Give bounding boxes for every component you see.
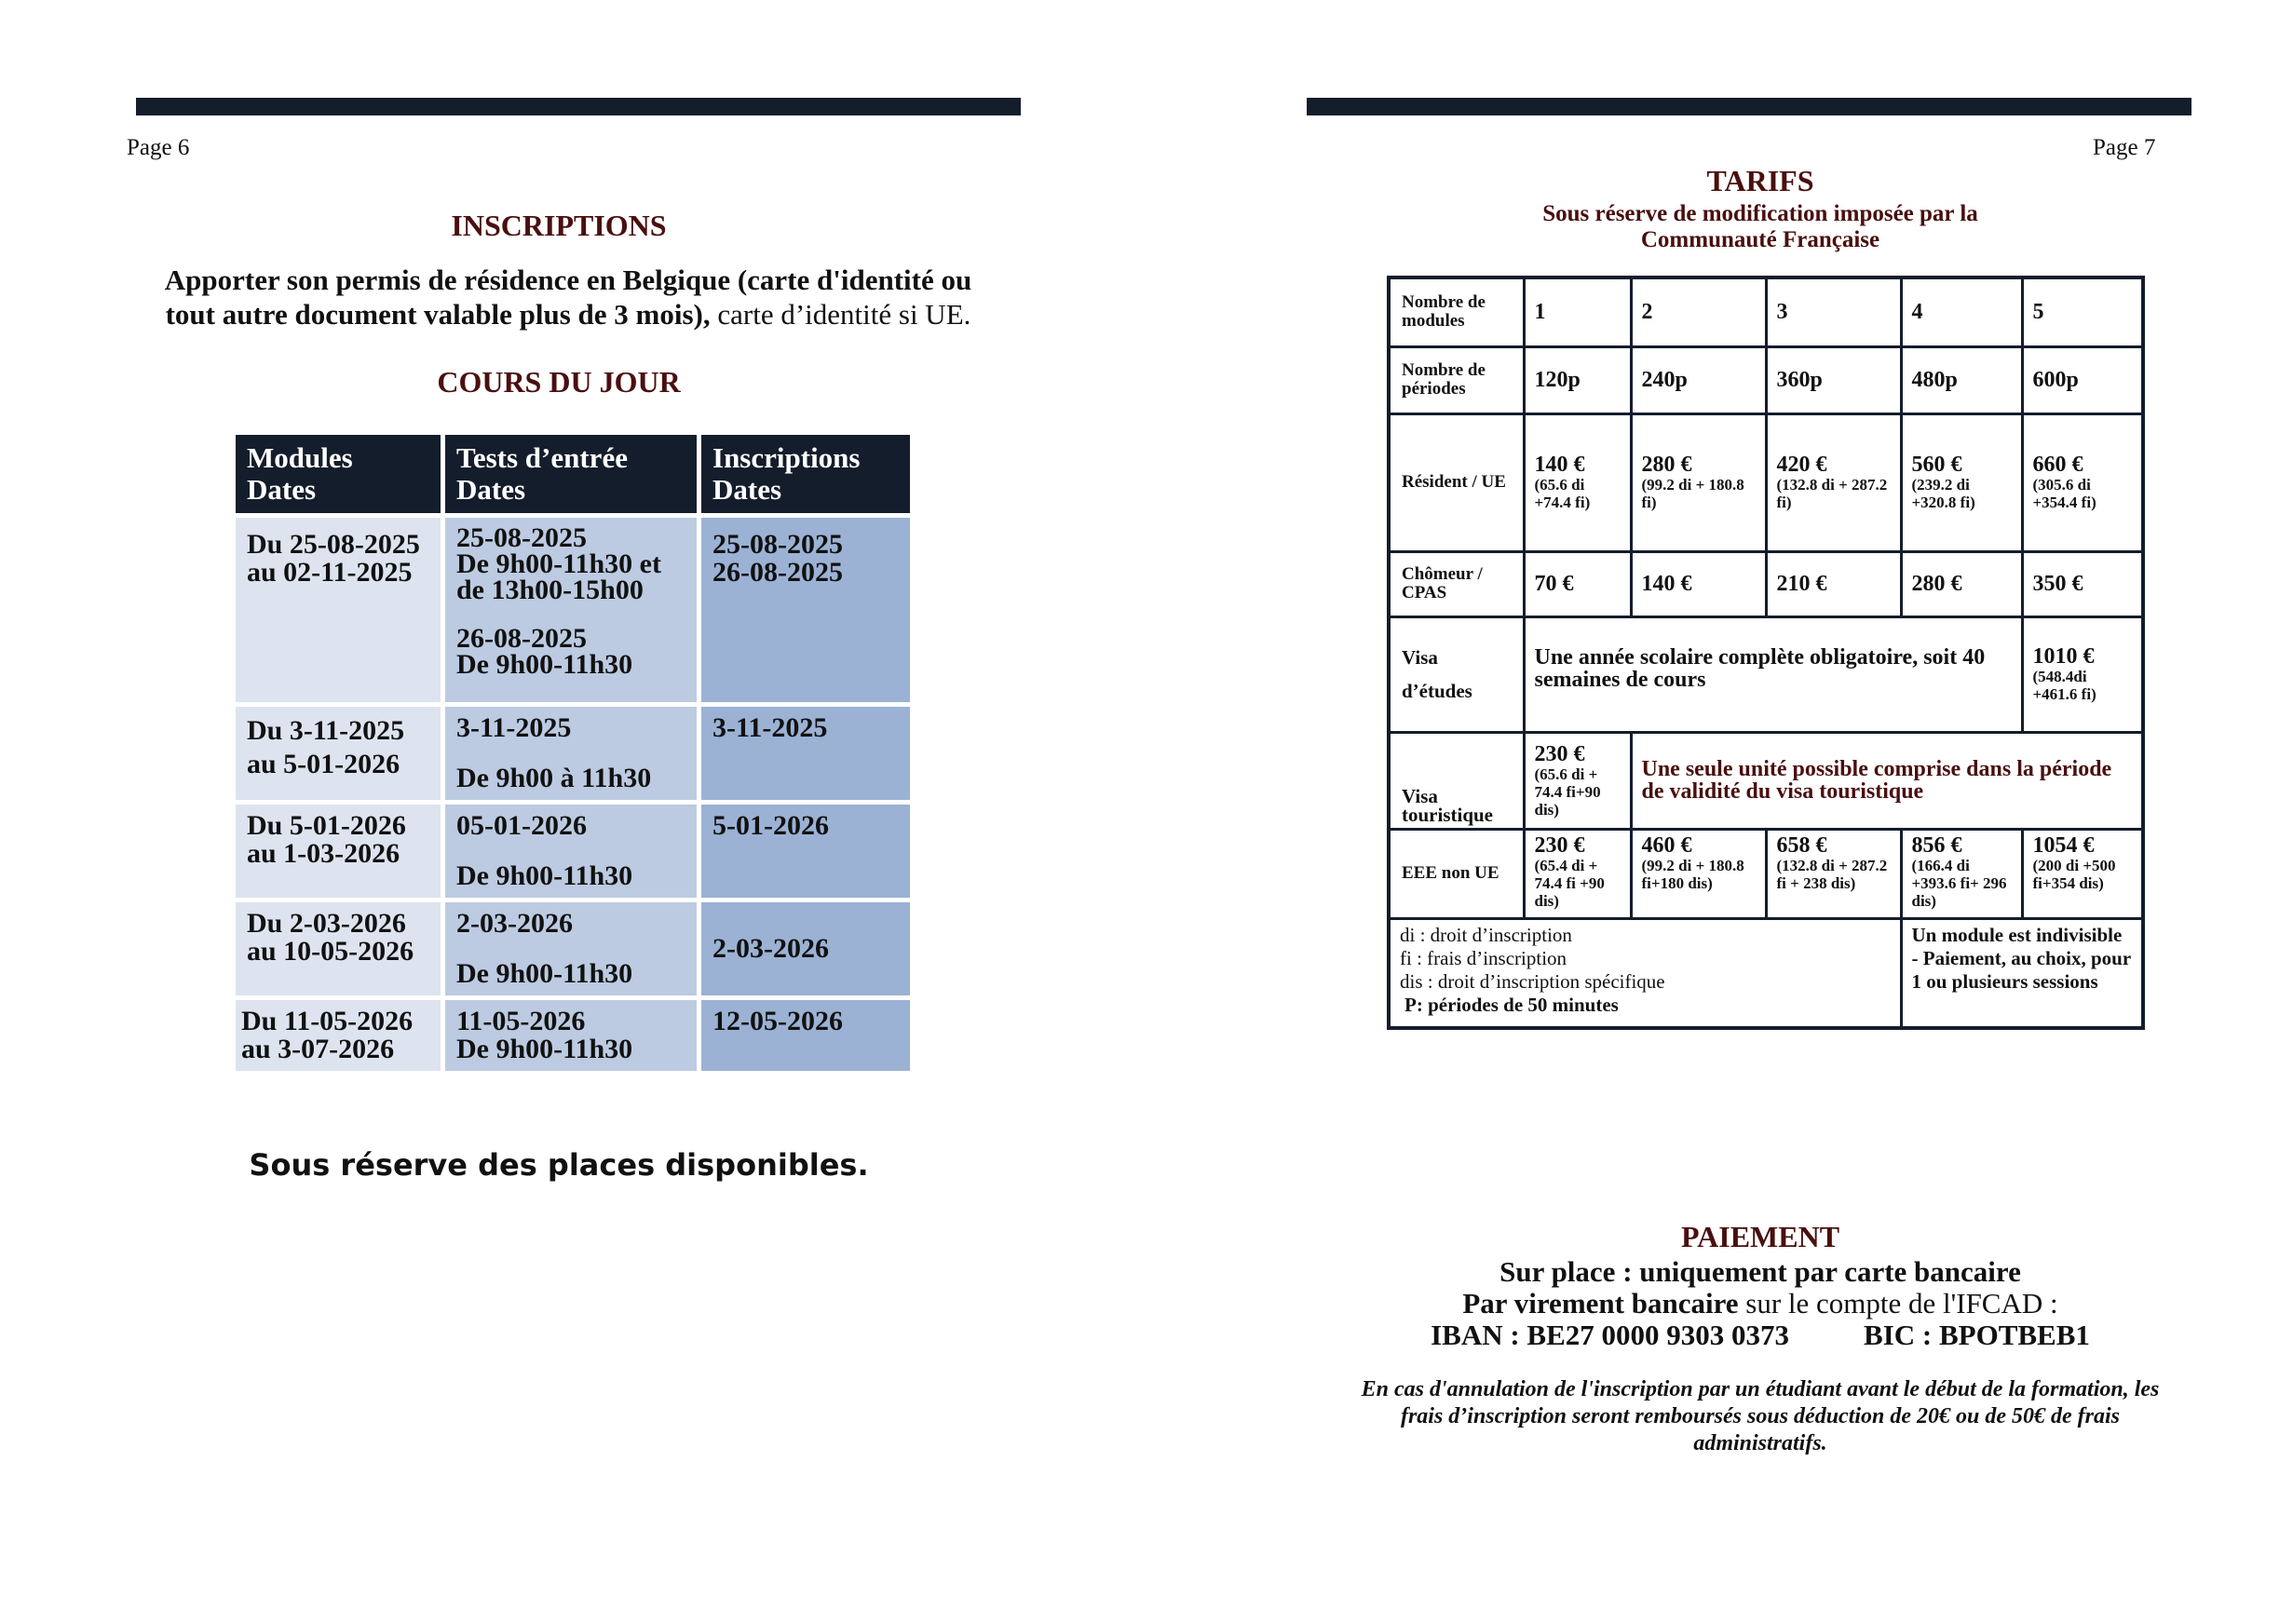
row4-insc-date: 2-03-2026 (712, 933, 829, 964)
resident-5-price: 660 € (2032, 453, 2083, 477)
tarifs-subtitle (1434, 201, 2086, 253)
tarifs-subtitle-line1: Sous réserve de modification imposée par la (1542, 201, 1978, 226)
visa-tour-price-cell (1524, 732, 1631, 829)
bic: BIC : BPOTBEB1 (1864, 1319, 2090, 1351)
inscriptions-text-plain: carte d’identité si UE. (717, 298, 971, 331)
inscriptions-title: INSCRIPTIONS (451, 209, 667, 242)
resident-5-detail: (305.6 di +354.4 fi) (2032, 476, 2096, 511)
row5-modules (236, 1000, 441, 1071)
eee-2 (1631, 829, 1766, 918)
row1-tests-date2: 26-08-2025 (456, 623, 587, 654)
tarifs-title: TARIFS (1706, 164, 1814, 197)
header-tests-line1: Tests d’entrée (456, 441, 628, 474)
eee-1 (1524, 829, 1631, 918)
row1-insc-date2: 26-08-2025 (712, 557, 843, 588)
row1-modules-from: Du 25-08-2025 (247, 529, 420, 560)
row4-tests-time: De 9h00-11h30 (456, 958, 633, 989)
row2-modules-from: Du 3-11-2025 (247, 715, 405, 746)
visa-etudes-label (1389, 616, 1524, 732)
resident-3-detail: (132.8 di + 287.2 fi) (1776, 476, 1888, 511)
table-row (236, 1000, 910, 1071)
paiement-bank-details (1341, 1319, 2179, 1352)
periodes-3: 360p (1766, 346, 1901, 413)
tarif-row-visa-touristique (1389, 732, 2143, 829)
row1-insc-date1: 25-08-2025 (712, 529, 843, 560)
row1-tests-time1b: de 13h00-15h00 (456, 575, 644, 605)
resident-2 (1631, 413, 1766, 551)
inscriptions-text-bold: Apporter son permis de résidence en Belgique (carte d'identité ou tout autre document valable plus de 3 mois), (164, 264, 972, 331)
row5-modules-from: Du 11-05-2026 (241, 1006, 414, 1036)
table-row (236, 805, 910, 898)
row4-inscriptions (701, 902, 910, 995)
row5-insc-date: 12-05-2026 (712, 1006, 843, 1036)
chomeur-5: 350 € (2022, 551, 2143, 616)
row4-tests-date: 2-03-2026 (456, 908, 573, 939)
chomeur-3: 210 € (1766, 551, 1901, 616)
resident-3 (1766, 413, 1901, 551)
modules-1: 1 (1524, 277, 1631, 346)
iban: IBAN : BE27 0000 9303 0373 (1431, 1319, 1790, 1351)
resident-2-detail: (99.2 di + 180.8 fi) (1641, 476, 1744, 511)
header-tests-line2: Dates (456, 473, 526, 506)
left-header-bar (136, 98, 1021, 115)
eee-4 (1901, 829, 2022, 918)
tarifs-table (1387, 276, 2145, 1030)
modules-3: 3 (1766, 277, 1901, 346)
eee-label: EEE non UE (1389, 829, 1524, 918)
eee-5-detail: (200 di +500 fi+354 dis) (2032, 856, 2116, 892)
header-modules-line1: Modules (247, 441, 353, 474)
schedule-table (231, 430, 915, 1076)
header-inscriptions (701, 435, 910, 513)
row3-modules (236, 805, 441, 898)
chomeur-label: Chômeur / CPAS (1389, 551, 1524, 616)
tarifs-subtitle-line2: Communauté Française (1640, 227, 1880, 252)
modules-label: Nombre de modules (1389, 277, 1524, 346)
legend-cell (1389, 918, 1901, 1028)
eee-2-price: 460 € (1641, 832, 1692, 858)
row5-tests-time: De 9h00-11h30 (456, 1034, 633, 1064)
row3-insc-date: 5-01-2026 (712, 810, 829, 841)
tarif-row-periodes (1389, 346, 2143, 413)
row3-modules-from: Du 5-01-2026 (247, 810, 406, 841)
legend-di: di : droit d’inscription (1400, 923, 1572, 946)
row3-modules-to: au 1-03-2026 (247, 838, 400, 869)
row2-tests-time: De 9h00 à 11h30 (456, 763, 652, 793)
eee-3-detail: (132.8 di + 287.2 fi + 238 dis) (1776, 856, 1888, 892)
paiement-line2-plain: sur le compte de l'IFCAD : (1738, 1287, 2058, 1320)
eee-5 (2022, 829, 2143, 918)
eee-3 (1766, 829, 1901, 918)
modules-2: 2 (1631, 277, 1766, 346)
row1-tests-time1a: De 9h00-11h30 et (456, 548, 661, 579)
annulation-text: En cas d'annulation de l'inscription par un étudiant avant le début de la formation, les frais d’inscription seront remboursés sous déduction de 20€ ou de 50€ de frais administratifs. (1361, 1377, 2160, 1455)
legend-fi: fi : frais d’inscription (1400, 946, 1567, 969)
visa-tour-detail: (65.6 di + 74.4 fi+90 dis) (1534, 765, 1601, 819)
eee-4-detail: (166.4 di +393.6 fi+ 296 dis) (1911, 856, 2007, 910)
chomeur-1: 70 € (1524, 551, 1631, 616)
schedule-header-row (236, 435, 910, 513)
visa-etudes-text: Une année scolaire complète obligatoire, soit 40 semaines de cours (1524, 616, 2022, 732)
paiement-title: PAIEMENT (1680, 1220, 1840, 1253)
legend-p: P: périodes de 50 minutes (1404, 993, 1619, 1016)
tarif-row-legend (1389, 918, 2143, 1028)
resident-1-price: 140 € (1534, 453, 1585, 477)
row4-tests (445, 902, 697, 995)
header-inscriptions-line1: Inscriptions (712, 441, 861, 474)
header-tests (445, 435, 697, 513)
periodes-2: 240p (1631, 346, 1766, 413)
header-modules (236, 435, 441, 513)
periodes-label: Nombre de périodes (1389, 346, 1524, 413)
periodes-5: 600p (2022, 346, 2143, 413)
row1-modules-to: au 02-11-2025 (247, 557, 413, 588)
row1-inscriptions (701, 518, 910, 702)
legend-dis: dis : droit d’inscription spécifique (1400, 969, 1665, 993)
periodes-4: 480p (1901, 346, 2022, 413)
row1-tests (445, 518, 697, 702)
eee-2-detail: (99.2 di + 180.8 fi+180 dis) (1641, 856, 1744, 892)
module-note: Un module est indivisible - Paiement, au choix, pour 1 ou plusieurs sessions (1901, 918, 2143, 1028)
row4-modules-to: au 10-05-2026 (247, 936, 414, 967)
row1-modules (236, 518, 441, 702)
eee-4-price: 856 € (1911, 832, 1962, 858)
chomeur-4: 280 € (1901, 551, 2022, 616)
visa-etudes-price: 1010 € (2032, 644, 2095, 669)
page-number-right: Page 7 (2093, 135, 2156, 160)
row2-modules (236, 707, 441, 800)
periodes-1: 120p (1524, 346, 1631, 413)
visa-tour-price: 230 € (1534, 741, 1585, 766)
cours-du-jour-title: COURS DU JOUR (437, 365, 681, 399)
row2-insc-date: 3-11-2025 (712, 712, 828, 743)
row5-modules-to: au 3-07-2026 (241, 1034, 395, 1064)
right-header-bar (1307, 98, 2191, 115)
visa-etudes-label-1: Visa (1402, 646, 1438, 669)
row2-modules-to: au 5-01-2026 (247, 749, 400, 779)
eee-3-price: 658 € (1776, 832, 1827, 858)
tarif-row-modules (1389, 277, 2143, 346)
resident-3-price: 420 € (1776, 453, 1827, 477)
row4-modules-from: Du 2-03-2026 (247, 908, 406, 939)
paiement-line2-bold: Par virement bancaire (1462, 1287, 1739, 1320)
reserve-text: Sous réserve des places disponibles. (249, 1147, 869, 1183)
row4-modules (236, 902, 441, 995)
tarif-row-resident (1389, 413, 2143, 551)
row2-tests-date: 3-11-2025 (456, 712, 572, 743)
row3-tests (445, 805, 697, 898)
chomeur-2: 140 € (1631, 551, 1766, 616)
resident-1 (1524, 413, 1631, 551)
page-number-left: Page 6 (127, 135, 190, 160)
tarif-row-eee (1389, 829, 2143, 918)
resident-4 (1901, 413, 2022, 551)
resident-label: Résident / UE (1389, 413, 1524, 551)
visa-etudes-label-2: d’études (1402, 680, 1472, 702)
inscriptions-text (158, 263, 978, 332)
paiement-line1: Sur place : uniquement par carte bancaire (1499, 1255, 2021, 1288)
header-modules-line2: Dates (247, 473, 317, 506)
tarif-row-chomeur (1389, 551, 2143, 616)
row5-tests (445, 1000, 697, 1071)
row1-tests-date1: 25-08-2025 (456, 522, 587, 553)
row3-inscriptions (701, 805, 910, 898)
paiement-line2 (1341, 1287, 2179, 1320)
resident-1-detail: (65.6 di +74.4 fi) (1534, 476, 1591, 511)
row2-tests (445, 707, 697, 800)
resident-5 (2022, 413, 2143, 551)
header-inscriptions-line2: Dates (712, 473, 782, 506)
row5-tests-date: 11-05-2026 (456, 1006, 586, 1036)
visa-etudes-detail: (548.4di +461.6 fi) (2032, 668, 2096, 703)
resident-4-price: 560 € (1911, 453, 1962, 477)
modules-4: 4 (1901, 277, 2022, 346)
table-row (236, 902, 910, 995)
table-row (236, 707, 910, 800)
resident-2-price: 280 € (1641, 453, 1692, 477)
row5-inscriptions (701, 1000, 910, 1071)
eee-5-price: 1054 € (2032, 832, 2095, 858)
modules-5: 5 (2022, 277, 2143, 346)
table-row (236, 518, 910, 702)
visa-etudes-price-cell (2022, 616, 2143, 732)
eee-1-detail: (65.4 di + 74.4 fi +90 dis) (1534, 856, 1605, 910)
row3-tests-date: 05-01-2026 (456, 810, 587, 841)
row2-inscriptions (701, 707, 910, 800)
row1-tests-time2: De 9h00-11h30 (456, 649, 633, 680)
row3-tests-time: De 9h00-11h30 (456, 860, 633, 891)
tarif-row-visa-etudes (1389, 616, 2143, 732)
visa-tour-label: Visa touristique (1389, 732, 1524, 829)
resident-4-detail: (239.2 di +320.8 fi) (1911, 476, 1975, 511)
visa-tour-text: Une seule unité possible comprise dans la période de validité du visa touristique (1631, 732, 2143, 829)
eee-1-price: 230 € (1534, 832, 1585, 858)
